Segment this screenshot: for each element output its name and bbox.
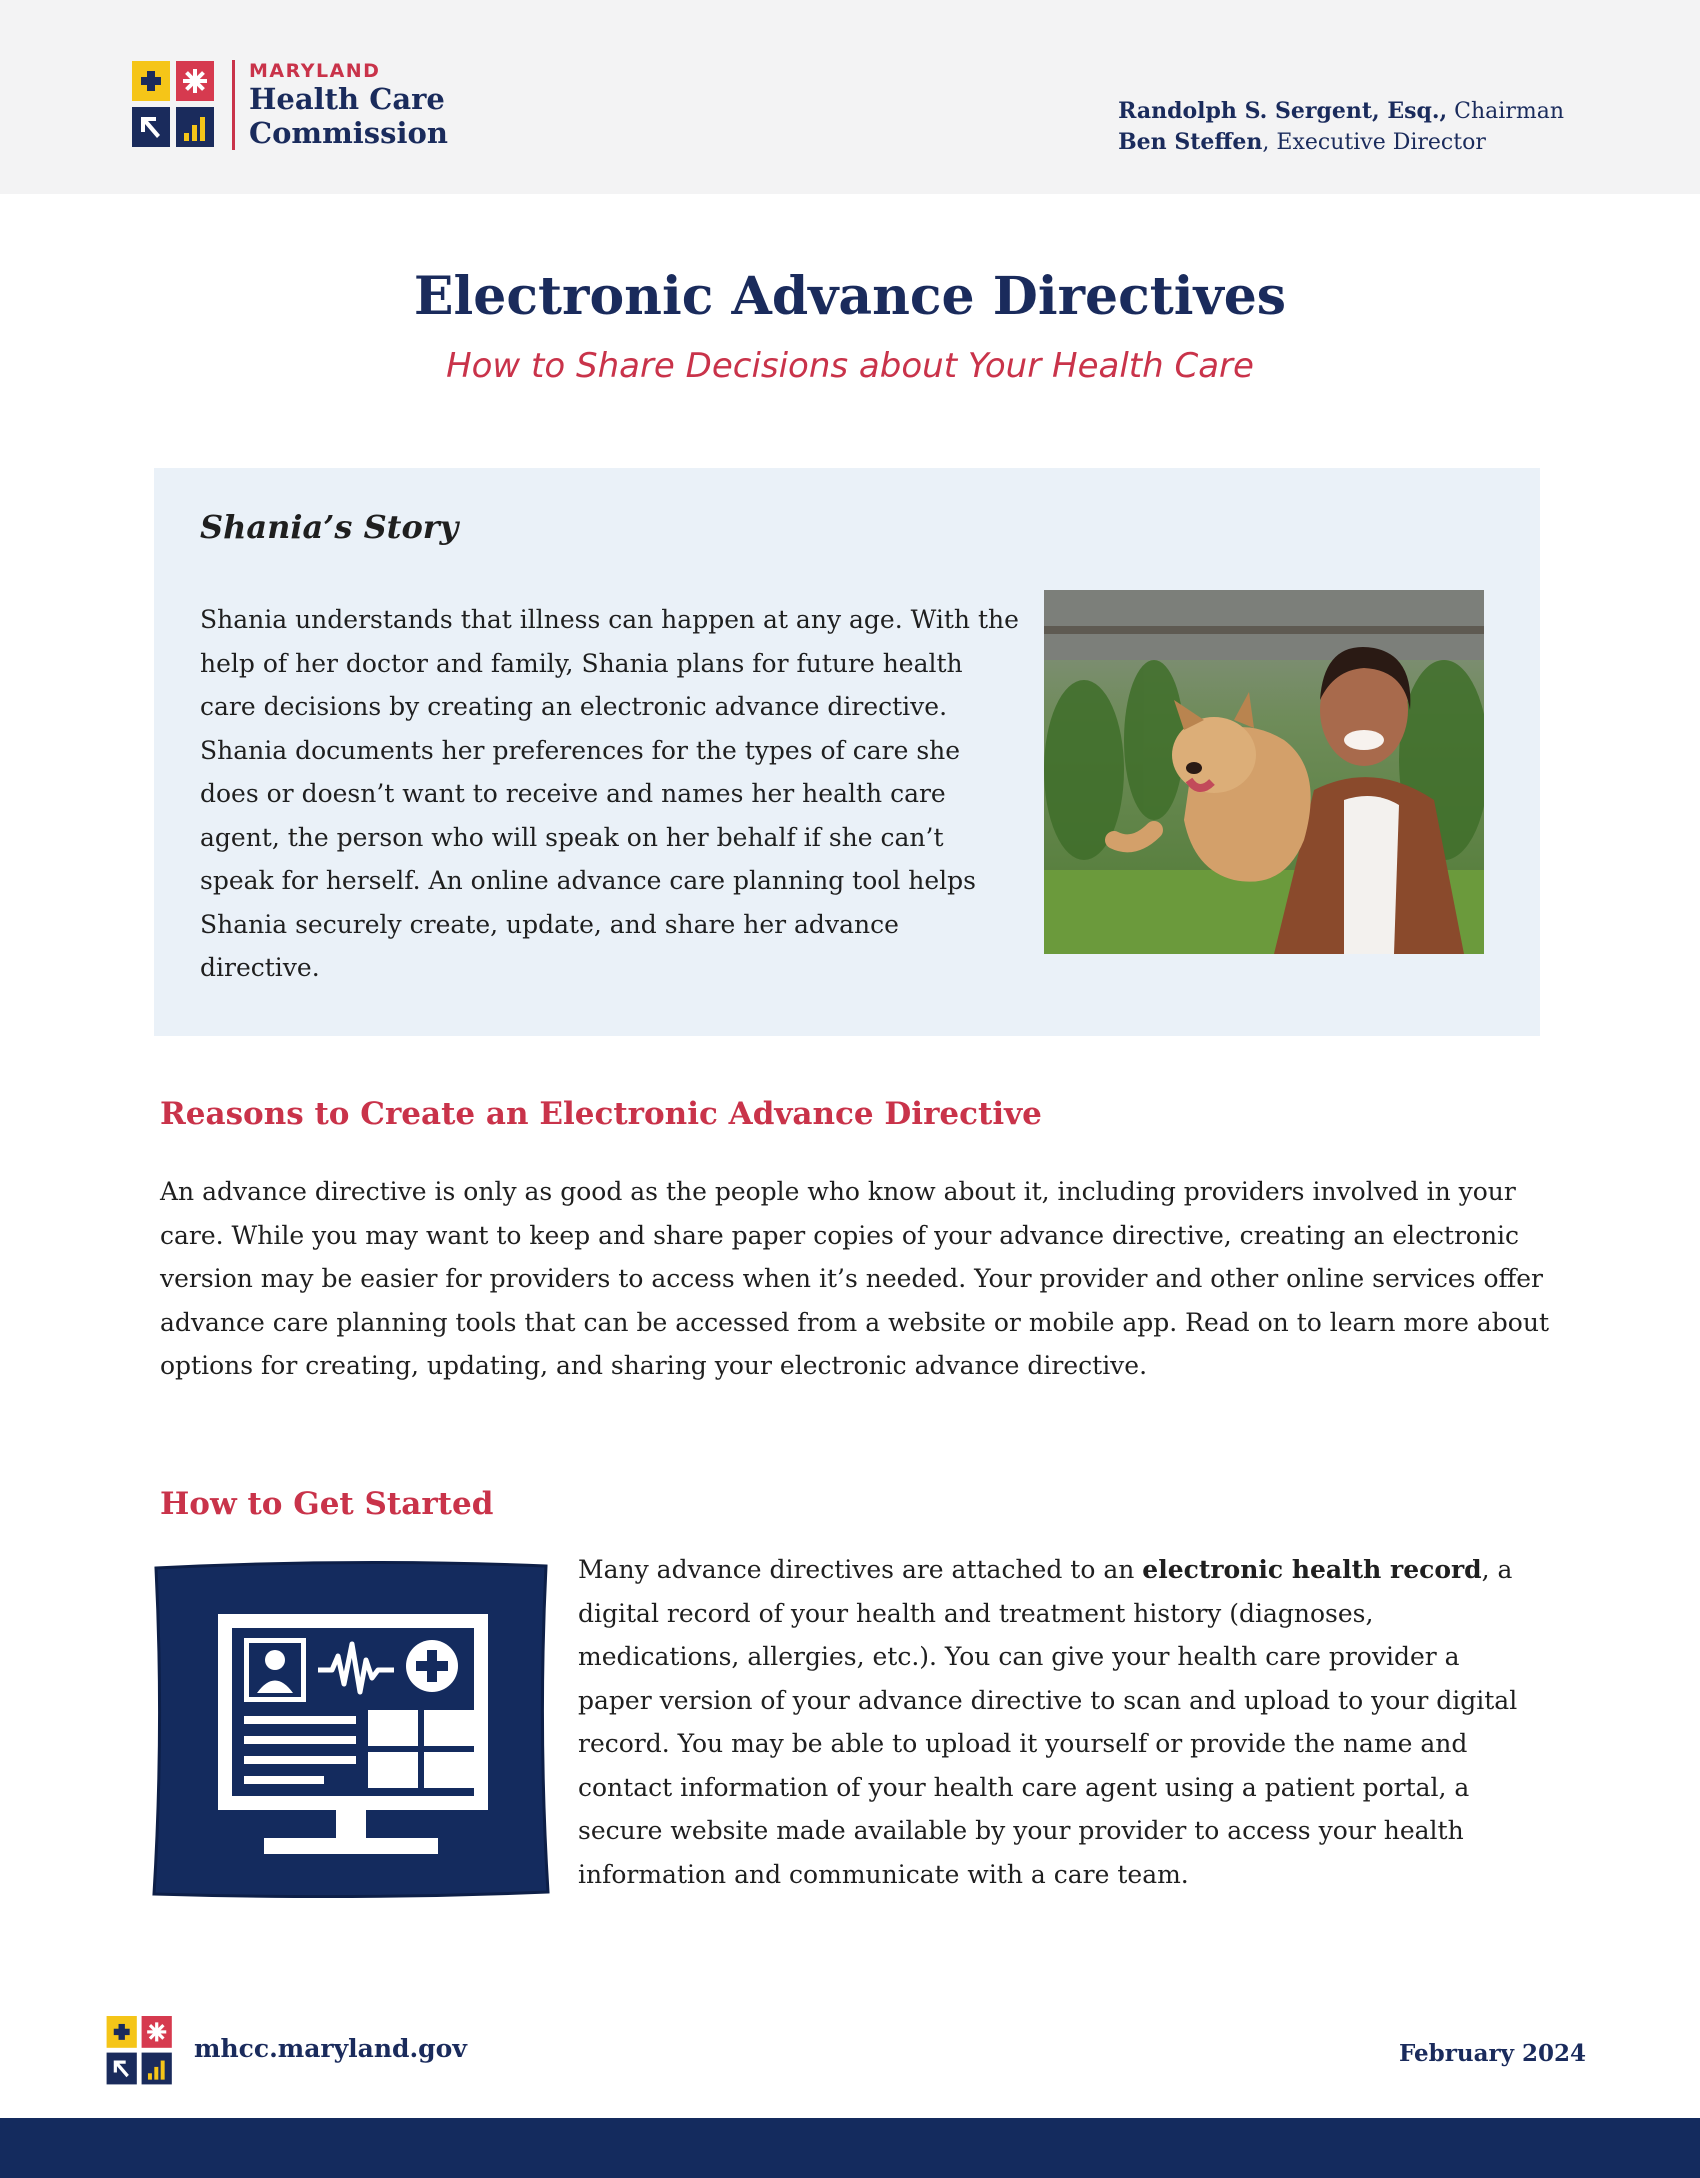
logo-state: MARYLAND [249,60,381,82]
officer-name: Randolph S. Sergent, Esq., [1118,98,1448,124]
story-box [154,468,1540,1036]
officer-role: , Executive Director [1262,130,1486,155]
officer-director [1118,127,1564,158]
story-title: Shania’s Story [200,508,459,546]
get-started-text [578,1548,1538,1896]
electronic-health-record-icon [152,1560,550,1898]
officer-role: Chairman [1447,99,1564,124]
footer-bar [0,2118,1700,2178]
get-started-text-part1: Many advance directives are attached to an [578,1555,1143,1584]
officers-list [1118,96,1564,158]
logo-name-line1: Health Care [249,82,445,116]
logo-divider [232,60,235,150]
website-link[interactable]: mhcc.maryland.gov [194,2034,467,2063]
get-started-text-part2: , a digital record of your health and treatment history (diagnoses, medications, allergies, etc.). You can give your health care provider a paper version of your advance directive to scan and upload to your digital record. You may be able to upload it yourself or provide the name and contact information of your health care agent using a patient portal, a secure website made available by your provider to access your health information and communicate with a care team. [578,1555,1518,1889]
logo-mark [132,61,216,149]
story-text: Shania understands that illness can happen at any age. With the help of her doctor and family, Shania plans for future health care decisions by creating an electronic advance directive. Shania documents her preferences for the types of care she does or doesn’t want to receive and names her health care agent, the person who will speak on her behalf if she can’t speak for herself. An online advance care planning tool helps Shania securely create, update, and share her advance directive. [200,605,1019,982]
page-title: Electronic Advance Directives [413,266,1287,327]
mhcc-logo [132,60,448,150]
officer-name: Ben Steffen [1118,129,1263,155]
woman-with-dog-photo [1044,590,1484,954]
publication-date: February 2024 [1398,2040,1586,2067]
ehr-term: electronic health record [1142,1555,1482,1584]
page-header [0,0,1700,194]
logo-wordmark [249,60,448,150]
get-started-heading: How to Get Started [160,1486,494,1522]
reasons-heading: Reasons to Create an Electronic Advance Directive [160,1096,1042,1132]
logo-name-line2: Commission [249,116,448,150]
reasons-text: An advance directive is only as good as the people who know about it, including providers involved in your care. While you may want to keep and share paper copies of your advance directive, creating an electronic version may be easier for providers to access when it’s needed. Your provider and other online services offer advance care planning tools that can be accessed from a website or mobile app. Read on to learn more about options for creating, updating, and sharing your electronic advance directive. [160,1177,1549,1380]
footer-logo-mark [106,2016,174,2086]
page-subtitle: How to Share Decisions about Your Health Care [446,346,1254,386]
officer-chairman [1118,96,1564,127]
